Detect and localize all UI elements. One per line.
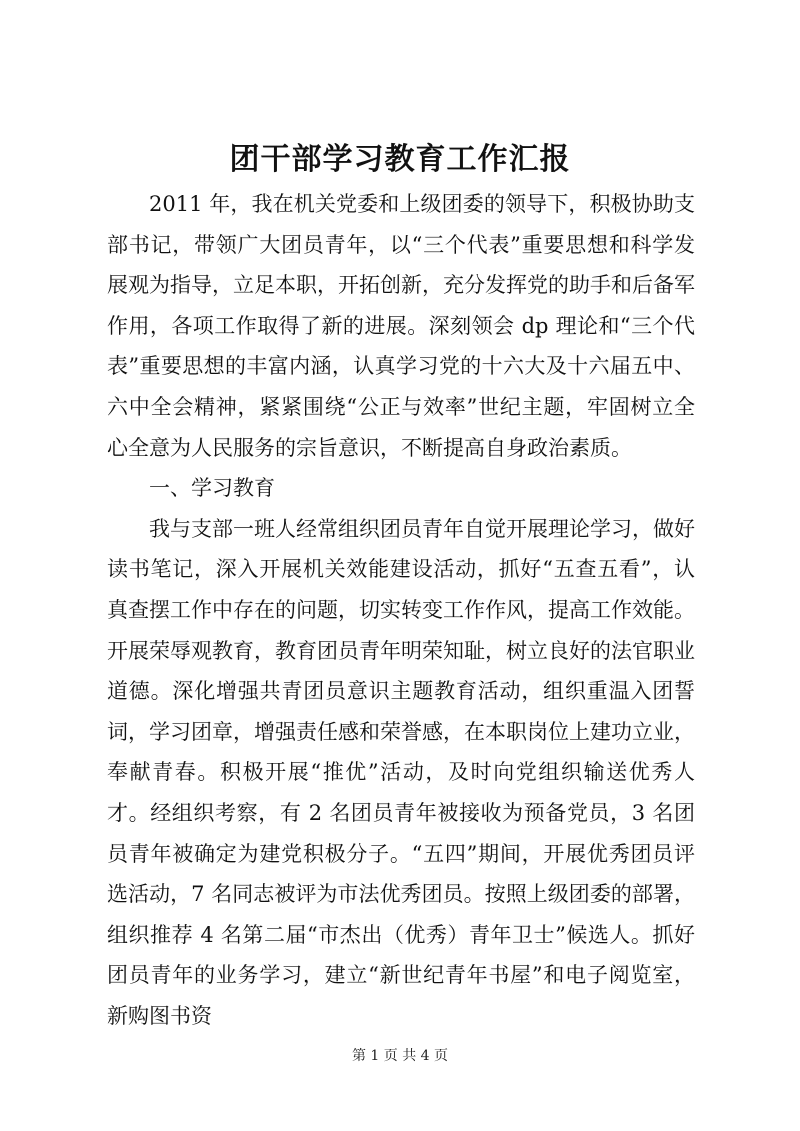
page-footer: 第 1 页 共 4 页: [351, 1048, 449, 1064]
section-paragraph: 我与支部一班人经常组织团员青年自觉开展理论学习，做好读书笔记，深入开展机关效能建设活动，抓好“五查五看”，认真查摆工作中存在的问题，切实转变工作作风，提高工作效能。开展荣辱观教育，教育团员青年明荣知耻，树立良好的法官职业道德。深化增强共青团员意识主题教育活动，组织重温入团誓词，学习团章，增强责任感和荣誉感，在本职岗位上建功立业，奉献青春。积极开展“推优”活动，及时向党组织输送优秀人才。经组织考察，有 2 名团员青年被接收为预备党员，3 名团员青年被确定为建党积极分子。“五四”期间，开展优秀团员评选活动，7 名同志被评为市法优秀团员。按照上级团委的部署，组织推荐 4 名第二届“市杰出（优秀）青年卫士”候选人。抓好团员青年的业务学习，建立“新世纪青年书屋”和电子阅览室，新购图书资: [107, 516, 695, 1028]
document-body: [107, 184, 695, 1036]
section-heading: 一、学习教育: [149, 476, 275, 501]
document-title: 团干部学习教育工作汇报: [229, 142, 571, 177]
intro-paragraph: 2011 年，我在机关党委和上级团委的领导下，积极协助支部书记，带领广大团员青年，以“三个代表”重要思想和科学发展观为指导，立足本职，开拓创新，充分发挥党的助手和后备军作用，各项工作取得了新的进展。深刻领会 dp 理论和“三个代表”重要思想的丰富内涵，认真学习党的十六大及十六届五中、六中全会精神，紧紧围绕“公正与效率”世纪主题，牢固树立全心全意为人民服务的宗旨意识，不断提高自身政治素质。: [107, 192, 695, 460]
